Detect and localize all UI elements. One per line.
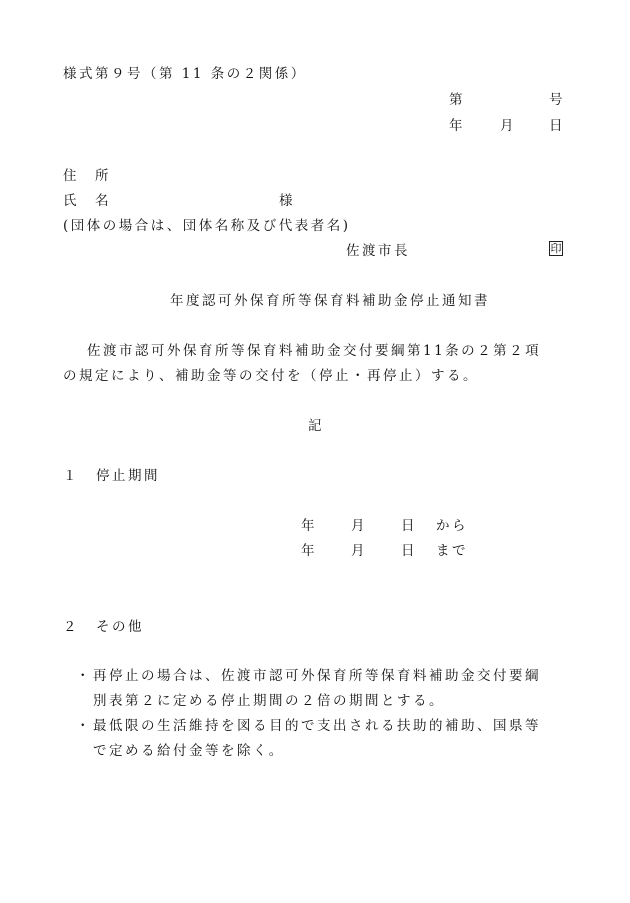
period-end-month: 月 <box>351 543 367 559</box>
bullet-2-line-2: で定める給付金等を除く。 <box>93 743 285 759</box>
seal-mark: 印 <box>550 242 562 255</box>
period-end-day: 日 <box>401 543 417 559</box>
name-label: 氏 名 <box>63 193 111 209</box>
honorific: 様 <box>279 193 295 209</box>
address-label: 住 所 <box>63 168 111 184</box>
period-end-suffix: まで <box>436 543 468 559</box>
body-line-1: 佐渡市認可外保育所等保育料補助金交付要綱第11条の２第２項 <box>87 343 542 359</box>
body-line-2: の規定により、補助金等の交付を（停止・再停止）する。 <box>63 368 479 384</box>
form-label: 様式第９号（第 11 条の２関係） <box>63 66 307 82</box>
section2-title: その他 <box>96 619 144 635</box>
bullet-mark: ・ <box>76 668 92 684</box>
doc-number-go: 号 <box>549 92 565 108</box>
bullet-1-line-2: 別表第２に定める停止期間の２倍の期間とする。 <box>93 693 445 709</box>
doc-number-dai: 第 <box>449 92 465 108</box>
period-start-suffix: から <box>436 518 468 534</box>
period-start-year: 年 <box>301 518 317 534</box>
organization-note: (団体の場合は、団体名称及び代表者名) <box>63 218 351 234</box>
ki-heading: 記 <box>308 418 324 434</box>
section1-title: 停止期間 <box>96 468 160 484</box>
period-end-year: 年 <box>301 543 317 559</box>
section2-number: ２ <box>63 619 79 635</box>
doc-date-month: 月 <box>500 118 516 134</box>
bullet-1-line-1: 再停止の場合は、佐渡市認可外保育所等保育料補助金交付要綱 <box>93 668 541 684</box>
issuer-title: 佐渡市長 <box>346 243 410 259</box>
doc-date-day: 日 <box>549 118 565 134</box>
period-start-month: 月 <box>351 518 367 534</box>
section1-number: １ <box>63 468 79 484</box>
bullet-2-line-1: 最低限の生活維持を図る目的で支出される扶助的補助、国県等 <box>93 718 541 734</box>
period-start-day: 日 <box>401 518 417 534</box>
document-title: 年度認可外保育所等保育料補助金停止通知書 <box>170 293 490 309</box>
doc-date-year: 年 <box>449 118 465 134</box>
bullet-mark: ・ <box>76 718 92 734</box>
